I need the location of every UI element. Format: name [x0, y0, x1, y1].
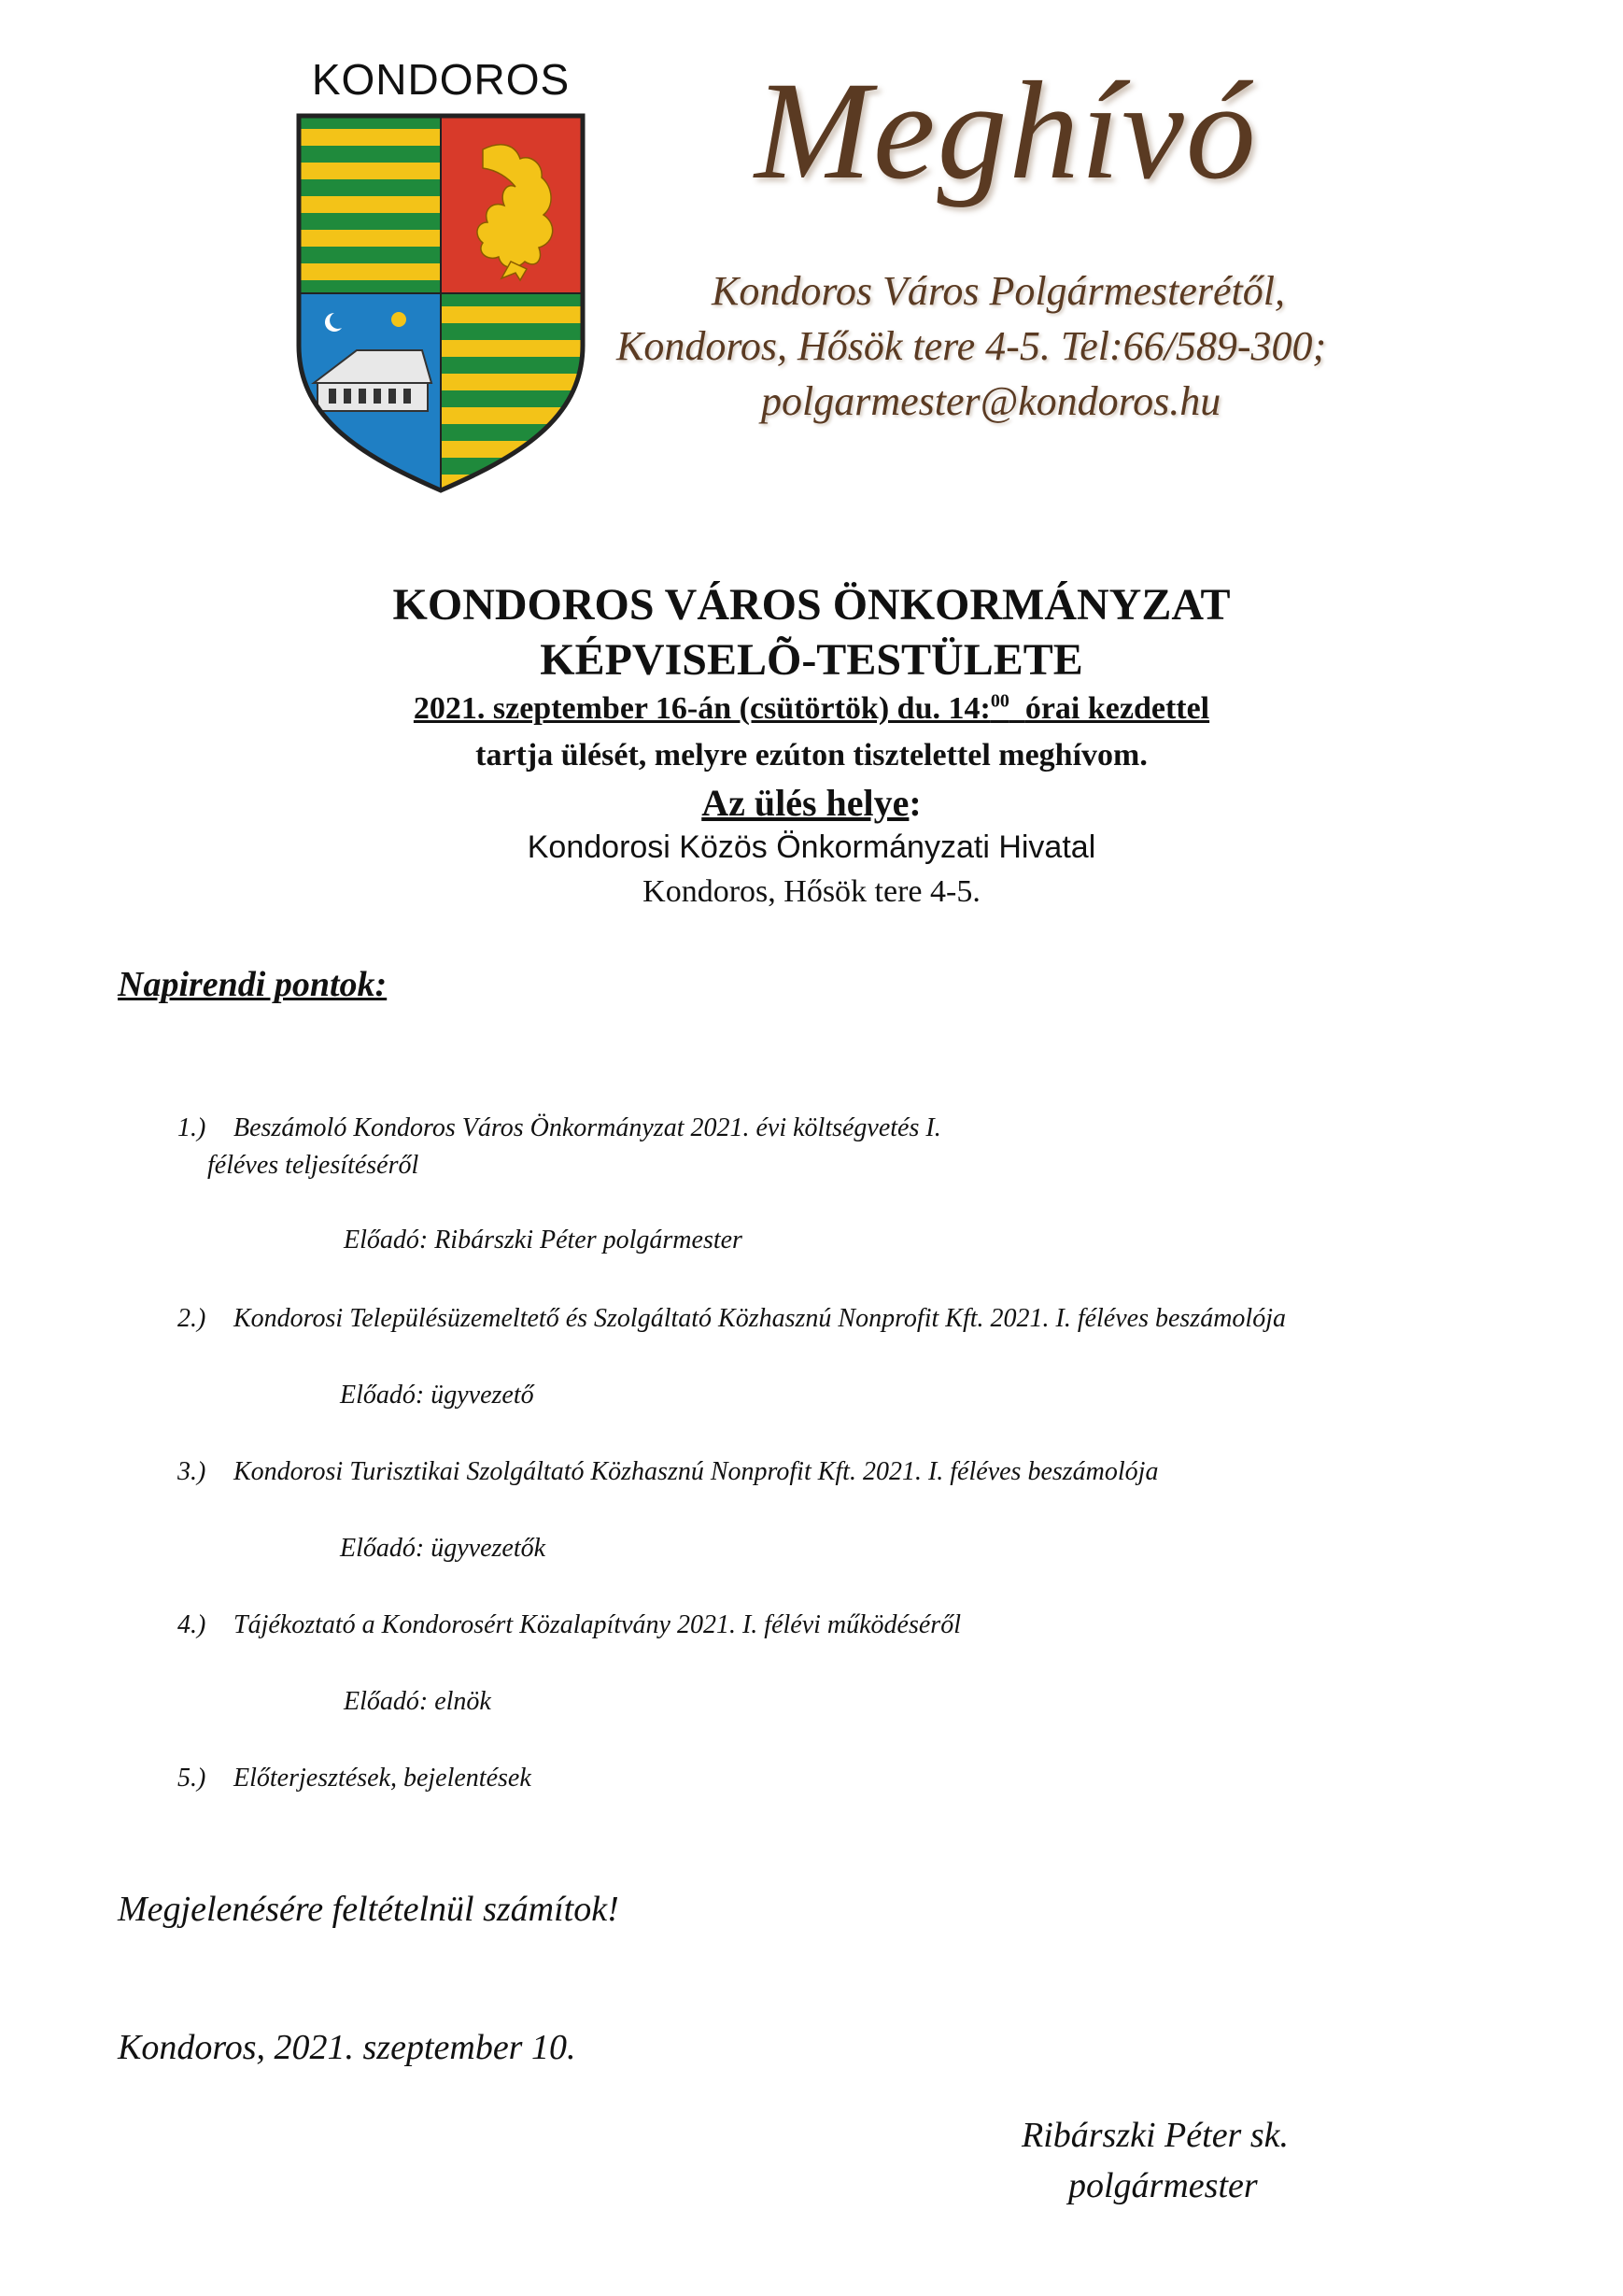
- meeting-date: [0, 691, 1623, 727]
- shield-icon: [291, 112, 590, 495]
- signer-name: Ribárszki Péter sk.: [1022, 2116, 1290, 2155]
- header-address: Kondoros, Hősök tere 4-5. Tel:66/589-300;: [616, 323, 1327, 369]
- body-title-line2: KÉPVISELÕ-TESTÜLETE: [540, 635, 1083, 685]
- place-heading: [0, 781, 1623, 825]
- agenda-item-text: Kondorosi Településüzemeltető és Szolgáltató Közhasznú Nonprofit Kft. 2021. I. féléves beszámolója: [233, 1304, 1286, 1333]
- place-colon: :: [909, 782, 922, 824]
- agenda-item-text: Kondorosi Turisztikai Szolgáltató Közhasznú Nonprofit Kft. 2021. I. féléves beszámolója: [233, 1457, 1159, 1486]
- header-sender: Kondoros Város Polgármesterétől,: [712, 268, 1285, 314]
- agenda-item-text: Tájékoztató a Kondorosért Közalapítvány 2021. I. félévi működéséről: [233, 1610, 961, 1639]
- crest-town-name: KONDOROS: [311, 55, 571, 104]
- closing-expectation: Megjelenésére feltételnül számítok!: [118, 1890, 619, 1929]
- agenda-item-2-presenter: Előadó: ügyvezető: [340, 1381, 534, 1410]
- agenda-item-number: 4.): [177, 1610, 206, 1639]
- agenda-item-3-presenter: Előadó: ügyvezetők: [340, 1534, 546, 1563]
- coat-of-arms: [291, 54, 590, 493]
- meeting-date-text: 2021. szeptember 16-án (csütörtök) du. 14:: [413, 691, 991, 726]
- meeting-date-suffix: órai kezdettel: [1024, 691, 1210, 726]
- agenda-item-number: 1.): [177, 1113, 206, 1142]
- meeting-time-sup: 00: [990, 690, 1009, 712]
- agenda-item-3: [177, 1457, 1158, 1487]
- place-address: Kondoros, Hősök tere 4-5.: [642, 874, 981, 909]
- place-name: Kondorosi Közös Önkormányzati Hivatal: [527, 829, 1096, 865]
- place-label: Az ülés helye: [701, 782, 910, 824]
- agenda-item-4-presenter: Előadó: elnök: [344, 1687, 491, 1716]
- body-title-line1: KONDOROS VÁROS ÖNKORMÁNYZAT: [392, 580, 1231, 630]
- header-email: polgarmester@kondoros.hu: [761, 378, 1221, 424]
- signer-title: polgármester: [1068, 2166, 1258, 2205]
- agenda-item-1: [177, 1113, 941, 1143]
- agenda-item-number: 5.): [177, 1764, 206, 1793]
- invitation-sentence: tartja ülését, melyre ezúton tisztelettel meghívom.: [475, 738, 1148, 772]
- closing-place-date: Kondoros, 2021. szeptember 10.: [118, 2028, 576, 2067]
- agenda-item-2: [177, 1304, 1286, 1334]
- agenda-item-text: Beszámoló Kondoros Város Önkormányzat 2021. évi költségvetés I.: [233, 1113, 941, 1142]
- agenda-item-1-cont: féléves teljesítéséről: [207, 1151, 419, 1180]
- agenda-item-text: Előterjesztések, bejelentések: [233, 1764, 531, 1793]
- agenda-item-5: [177, 1764, 531, 1793]
- agenda-item-4: [177, 1610, 961, 1640]
- agenda-item-number: 2.): [177, 1304, 206, 1333]
- agenda-heading: Napirendi pontok:: [118, 965, 388, 1004]
- header-title: Meghívó: [755, 53, 1258, 208]
- agenda-item-1-presenter: Előadó: Ribárszki Péter polgármester: [344, 1226, 742, 1254]
- agenda-item-number: 3.): [177, 1457, 206, 1486]
